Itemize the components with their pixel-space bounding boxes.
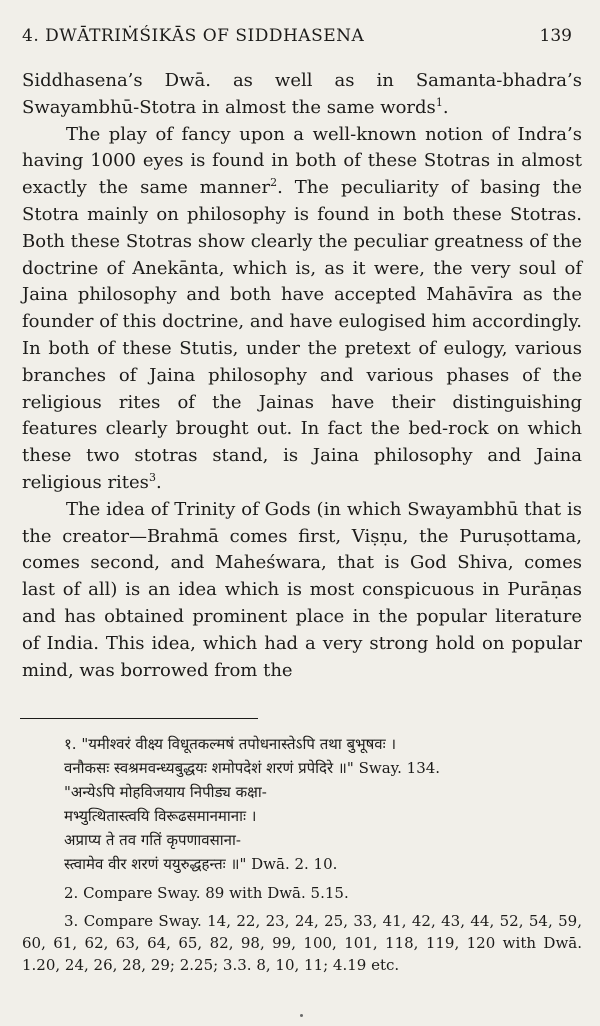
- footnote-1-verse-2-line-2: मभ्युत्थितास्त्वयि विरूढसमानमानाः ।: [64, 807, 257, 825]
- footnote-3: 3. Compare Sway. 14, 22, 23, 24, 25, 33, 41, 42, 43, 44, 52, 54, 59, 60, 61, 62, 63, 64, 65, 82, 98, 99, 100, 101, 118, 119, 120 with Dwā. 1.20, 24, 26, 28, 29; 2.25; 3.3. 8, 10, 11; 4.19 etc.: [22, 912, 582, 974]
- running-header: [22, 20, 578, 50]
- page-number: 139: [539, 26, 572, 46]
- paragraph-2-text-a: The play of fancy upon a well-known notion of Indra’s having 1000 eyes is found in both of these Stotras in almost exactly the same manner: [22, 123, 582, 199]
- footnote-1-verse-1-line-1: १. "यमीश्वरं वीक्ष्य विधूतकल्मषं तपोधनास्तेऽपि तथा बुभूषवः ।: [64, 735, 397, 753]
- footnote-1-verse-2-line-3: अप्राप्य ते तव गतिं कृपणावसाना-: [64, 831, 241, 849]
- footnote-ref-2: 2: [270, 176, 278, 190]
- footnote-1-verse-2-line-4: स्त्वामेव वीर शरणं ययुरुद्धहन्तः ॥" Dwā. 2. 10.: [64, 855, 338, 873]
- paragraph-2: [22, 122, 582, 497]
- paragraph-1: [22, 68, 582, 122]
- running-title: 4. DWĀTRIṀŚIKĀS OF SIDDHASENA: [22, 26, 365, 46]
- footnote-divider: [20, 718, 258, 719]
- footnote-ref-1: 1: [435, 95, 443, 109]
- page-mark: [300, 1014, 303, 1017]
- paragraph-1-end: .: [442, 96, 449, 118]
- footnote-ref-3: 3: [148, 470, 156, 484]
- footnote-1-verse-1-line-2: वनौकसः स्वश्रमवन्ध्यबुद्धयः शमोपदेशं शरणं प्रपेदिरे ॥" Sway. 134.: [64, 759, 441, 777]
- footnote-1-verse-2-line-1: "अन्येऽपि मोहविजयाय निपीड्य कक्षा-: [64, 783, 267, 801]
- main-text: [22, 68, 582, 684]
- paragraph-3: The idea of Trinity of Gods (in which Swayambhū that is the creator—Brahmā comes first, Viṣṇu, the Puruṣottama, comes second, and Maheśwara, that is God Shiva, comes last of all) is an idea which is most conspicuous in Purāṇas and has obtained prominent place in the popular literature of India. This idea, which had a very strong hold on popular mind, was borrowed from the: [22, 498, 582, 681]
- footnotes: [22, 732, 582, 976]
- paragraph-1-text: Siddhasena’s Dwā. as well as in Samanta-bhadra’s Swayambhū-Stotra in almost the same words: [22, 70, 582, 118]
- paragraph-2-text-b: . The peculiarity of basing the Stotra mainly on philosophy is found in both these Stotras. Both these Stotras show clearly the peculiar greatness of the doctrine of Anekānta, which is, as it were, the very soul of Jaina philosophy and both have accepted Mahāvīra as the founder of this doctrine, and have eulogised him accordingly. In both of these Stutis, under the pretext of eulogy, various branches of Jaina philosophy and various phases of the religious rites of the Jainas have their distinguishing features clearly brought out. In fact the bed-rock on which these two stotras stand, is Jaina philosophy and Jaina religious rites: [22, 177, 583, 493]
- paragraph-2-end: .: [155, 471, 162, 493]
- footnote-2: 2. Compare Sway. 89 with Dwā. 5.15.: [64, 884, 349, 902]
